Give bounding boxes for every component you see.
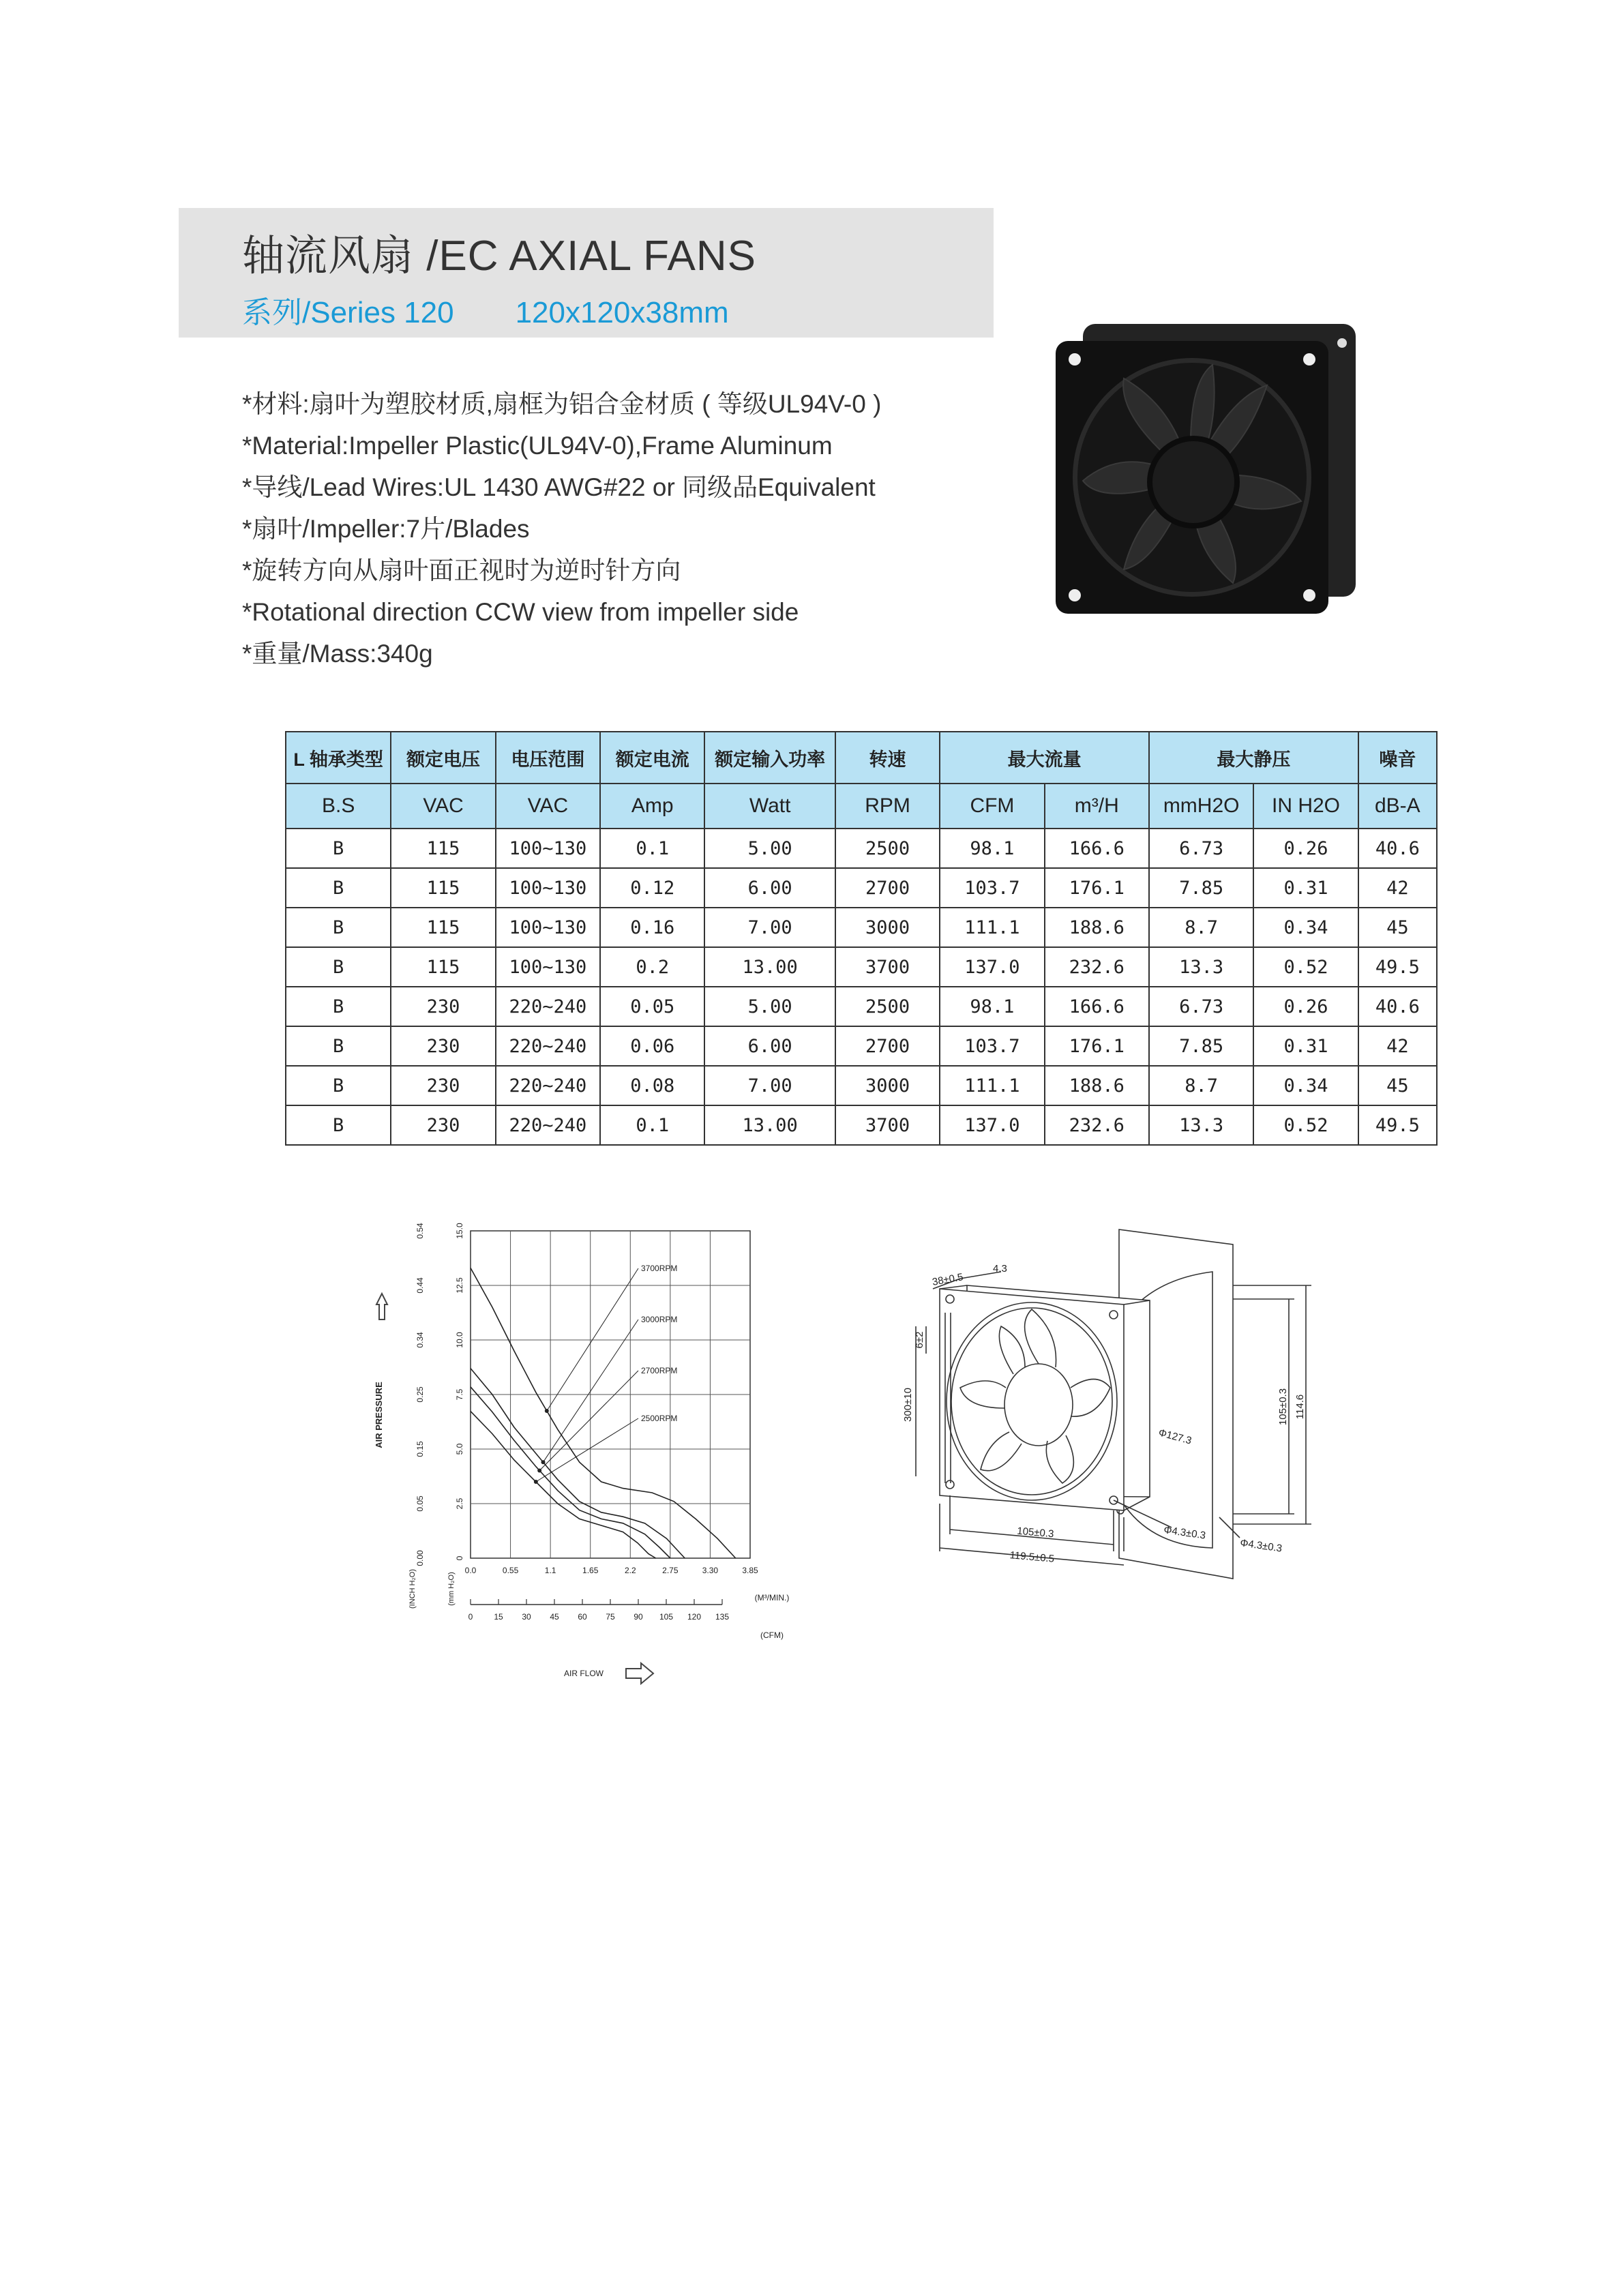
table-cell: 0.31 — [1253, 1026, 1358, 1066]
y-tick-label-inch: 0.00 — [415, 1550, 425, 1566]
x-tick-label-cfm: 30 — [522, 1612, 531, 1622]
x-tick-label-cfm: 0 — [468, 1612, 473, 1622]
x-tick-label-m3: 0.55 — [502, 1566, 519, 1575]
spec-material-cn: *材料:扇叶为塑胶材质,扇框为铝合金材质 ( 等级UL94V-0 ) — [242, 390, 882, 418]
series-label: 3700RPM — [641, 1264, 678, 1273]
unit-cell: Watt — [704, 784, 835, 829]
table-cell: 188.6 — [1045, 1066, 1149, 1105]
header-voltage-range: 电压范围 — [496, 732, 600, 784]
header-speed: 转速 — [835, 732, 940, 784]
table-row — [286, 868, 1437, 908]
table-body — [286, 829, 1437, 1145]
header-max-pressure: 最大静压 — [1149, 732, 1358, 784]
lead-length-label: 300±10 — [902, 1388, 914, 1422]
panel-hole-dia-label: Φ4.3±0.3 — [1239, 1537, 1283, 1555]
table-cell: 7.00 — [704, 1066, 835, 1105]
table-cell: 137.0 — [940, 947, 1044, 987]
table-cell: B — [286, 1026, 391, 1066]
table-cell: 0.05 — [600, 987, 704, 1026]
table-cell: 220~240 — [496, 987, 600, 1026]
table-row — [286, 987, 1437, 1026]
table-cell: 0.26 — [1253, 829, 1358, 868]
table-cell: 8.7 — [1149, 908, 1253, 947]
table-cell: 166.6 — [1045, 987, 1149, 1026]
table-cell: B — [286, 829, 391, 868]
spec-mass: *重量/Mass:340g — [242, 640, 433, 668]
table-cell: 0.2 — [600, 947, 704, 987]
header-noise: 噪音 — [1358, 732, 1437, 784]
series-leader-dot — [541, 1460, 545, 1464]
y-tick-label-mm: 7.5 — [455, 1388, 464, 1401]
table-cell: 115 — [391, 947, 495, 987]
pq-curve-chart — [368, 1210, 805, 1688]
table-row — [286, 947, 1437, 987]
x-tick-label-cfm: 15 — [494, 1612, 503, 1622]
x-tick-label-cfm: 120 — [687, 1612, 702, 1622]
y-tick-label-inch: 0.34 — [415, 1332, 425, 1348]
x-tick-label-m3: 2.2 — [624, 1566, 636, 1575]
table-cell: 0.31 — [1253, 868, 1358, 908]
header-max-airflow: 最大流量 — [940, 732, 1149, 784]
y-tick-label-mm: 5.0 — [455, 1443, 464, 1455]
table-cell: 13.3 — [1149, 947, 1253, 987]
table-cell: 115 — [391, 868, 495, 908]
x-unit-cfm: (CFM) — [760, 1630, 784, 1640]
series-leader-dot — [545, 1409, 549, 1413]
panel-spacing-label: 105±0.3 — [1277, 1388, 1289, 1426]
spec-rotation-en: *Rotational direction CCW view from impeller side — [242, 598, 799, 626]
table-cell: 100~130 — [496, 947, 600, 987]
table-cell: 232.6 — [1045, 1105, 1149, 1145]
header-rated-power: 额定输入功率 — [704, 732, 835, 784]
series-leader-dot — [537, 1468, 541, 1472]
unit-cell: mmH2O — [1149, 784, 1253, 829]
table-row — [286, 1105, 1437, 1145]
table-cell: 220~240 — [496, 1066, 600, 1105]
y-tick-label-inch: 0.15 — [415, 1441, 425, 1457]
spec-list — [242, 383, 881, 674]
table-cell: 0.16 — [600, 908, 704, 947]
series-label: 系列/Series 120 — [242, 296, 454, 329]
table-cell: 6.73 — [1149, 987, 1253, 1026]
table-cell: 6.73 — [1149, 829, 1253, 868]
y-tick-label-inch: 0.44 — [415, 1277, 425, 1294]
y-tick-label-mm: 12.5 — [455, 1277, 464, 1294]
table-cell: 230 — [391, 1066, 495, 1105]
series-leader-dot — [534, 1480, 538, 1484]
unit-cell: VAC — [496, 784, 600, 829]
spec-material-en: *Material:Impeller Plastic(UL94V-0),Frame Aluminum — [242, 432, 833, 460]
table-cell: 45 — [1358, 1066, 1437, 1105]
header-rated-current: 额定电流 — [600, 732, 704, 784]
x-tick-label-cfm: 45 — [550, 1612, 559, 1622]
header-bearing: L 轴承类型 — [286, 732, 391, 784]
chart-grid — [471, 1231, 750, 1558]
fan-product-photo — [1042, 303, 1372, 638]
spec-lead-wires: *导线/Lead Wires:UL 1430 AWG#22 or 同级品Equivalent — [242, 473, 876, 501]
arrow-right-icon — [626, 1663, 653, 1684]
series-subtitle — [242, 288, 729, 331]
series-label: 2500RPM — [641, 1414, 678, 1423]
table-cell: 5.00 — [704, 987, 835, 1026]
table-cell: 7.00 — [704, 908, 835, 947]
table-cell: 100~130 — [496, 868, 600, 908]
spec-table-wrap — [285, 731, 1438, 1146]
x-tick-label-m3: 1.1 — [544, 1566, 556, 1575]
table-cell: 13.00 — [704, 1105, 835, 1145]
y-tick-label-inch: 0.25 — [415, 1386, 425, 1403]
table-cell: 188.6 — [1045, 908, 1149, 947]
strip-label: 6±2 — [914, 1331, 925, 1349]
x-axis-title: AIR FLOW — [563, 1669, 604, 1678]
unit-cell: CFM — [940, 784, 1044, 829]
spec-table — [285, 731, 1438, 1146]
table-cell: 42 — [1358, 868, 1437, 908]
table-cell: 111.1 — [940, 908, 1044, 947]
x-tick-label-m3: 0.0 — [464, 1566, 477, 1575]
dimensions-label: 120x120x38mm — [515, 296, 729, 329]
table-cell: 7.85 — [1149, 868, 1253, 908]
table-row — [286, 1026, 1437, 1066]
x-tick-label-cfm: 105 — [659, 1612, 674, 1622]
table-cell: 176.1 — [1045, 868, 1149, 908]
y-tick-label-mm: 10.0 — [455, 1332, 464, 1348]
unit-cell: RPM — [835, 784, 940, 829]
header-rated-voltage: 额定电压 — [391, 732, 495, 784]
series-label: 2700RPM — [641, 1366, 678, 1375]
y-tick-label-inch: 0.54 — [415, 1223, 425, 1239]
table-cell: 2700 — [835, 868, 940, 908]
table-cell: 13.00 — [704, 947, 835, 987]
table-cell: 0.1 — [600, 1105, 704, 1145]
y-tick-label-mm: 2.5 — [455, 1497, 464, 1510]
x-tick-label-m3: 1.65 — [582, 1566, 599, 1575]
x-tick-label-cfm: 75 — [606, 1612, 615, 1622]
table-cell: 98.1 — [940, 987, 1044, 1026]
unit-cell: IN H2O — [1253, 784, 1358, 829]
x-tick-label-cfm: 60 — [578, 1612, 587, 1622]
table-cell: 40.6 — [1358, 987, 1437, 1026]
y-unit-inch: (INCH H₂O) — [408, 1568, 417, 1609]
table-cell: 0.06 — [600, 1026, 704, 1066]
table-cell: 7.85 — [1149, 1026, 1253, 1066]
frame-width-label: 119.5±0.5 — [1009, 1549, 1055, 1565]
y-axis-title: AIR PRESSURE — [374, 1382, 384, 1448]
unit-cell: dB-A — [1358, 784, 1437, 829]
spec-rotation-cn: *旋转方向从扇叶面正视时为逆时针方向 — [242, 556, 681, 584]
y-unit-mm: (mm H₂O) — [447, 1572, 456, 1606]
table-cell: 232.6 — [1045, 947, 1149, 987]
table-cell: 0.52 — [1253, 947, 1358, 987]
table-cell: 220~240 — [496, 1105, 600, 1145]
table-header-row — [286, 732, 1437, 784]
table-cell: 230 — [391, 1105, 495, 1145]
table-cell: 42 — [1358, 1026, 1437, 1066]
table-row — [286, 829, 1437, 868]
table-cell: 0.26 — [1253, 987, 1358, 1026]
table-cell: 0.34 — [1253, 908, 1358, 947]
page-title: 轴流风扇 /EC AXIAL FANS — [242, 233, 757, 280]
table-cell: 3000 — [835, 1066, 940, 1105]
hole-dia-label: Φ4.3±0.3 — [1163, 1524, 1207, 1542]
table-unit-row — [286, 784, 1437, 829]
arrow-up-icon — [376, 1294, 387, 1320]
table-cell: 166.6 — [1045, 829, 1149, 868]
spec-impeller: *扇叶/Impeller:7片/Blades — [242, 515, 530, 543]
table-cell: 0.1 — [600, 829, 704, 868]
table-cell: 230 — [391, 1026, 495, 1066]
table-cell: 100~130 — [496, 908, 600, 947]
table-cell: 2500 — [835, 829, 940, 868]
table-cell: 0.52 — [1253, 1105, 1358, 1145]
dimension-drawing — [892, 1224, 1397, 1647]
table-cell: 2500 — [835, 987, 940, 1026]
table-cell: 230 — [391, 987, 495, 1026]
table-cell: 6.00 — [704, 1026, 835, 1066]
table-cell: B — [286, 868, 391, 908]
panel-outer-label: 114.6 — [1294, 1394, 1306, 1420]
x-tick-label-m3: 2.75 — [662, 1566, 679, 1575]
table-cell: 0.12 — [600, 868, 704, 908]
table-cell: 40.6 — [1358, 829, 1437, 868]
table-cell: 103.7 — [940, 868, 1044, 908]
table-cell: 100~130 — [496, 829, 600, 868]
hole-spacing-label: 105±0.3 — [1016, 1525, 1055, 1540]
table-cell: 13.3 — [1149, 1105, 1253, 1145]
table-cell: 176.1 — [1045, 1026, 1149, 1066]
unit-cell: Amp — [600, 784, 704, 829]
table-row — [286, 908, 1437, 947]
table-cell: B — [286, 987, 391, 1026]
table-cell: 137.0 — [940, 1105, 1044, 1145]
y-tick-label-mm: 0 — [455, 1555, 464, 1561]
table-cell: 5.00 — [704, 829, 835, 868]
table-cell: 0.08 — [600, 1066, 704, 1105]
table-cell: B — [286, 947, 391, 987]
x-tick-label-cfm: 90 — [634, 1612, 643, 1622]
fan-frame-front — [940, 1289, 1124, 1510]
table-cell: B — [286, 908, 391, 947]
table-cell: 49.5 — [1358, 1105, 1437, 1145]
table-row — [286, 1066, 1437, 1105]
table-cell: 49.5 — [1358, 947, 1437, 987]
unit-cell: VAC — [391, 784, 495, 829]
x-tick-label-m3: 3.30 — [702, 1566, 719, 1575]
y-tick-label-mm: 15.0 — [455, 1223, 464, 1239]
table-cell: 98.1 — [940, 829, 1044, 868]
table-cell: 0.34 — [1253, 1066, 1358, 1105]
table-cell: 3700 — [835, 947, 940, 987]
unit-cell: B.S — [286, 784, 391, 829]
table-cell: 103.7 — [940, 1026, 1044, 1066]
cutout-label: Φ127.3 — [1157, 1427, 1193, 1447]
table-cell: 115 — [391, 829, 495, 868]
flange-label: 4.3 — [993, 1263, 1007, 1274]
table-cell: 3000 — [835, 908, 940, 947]
y-tick-label-inch: 0.05 — [415, 1495, 425, 1512]
table-cell: B — [286, 1105, 391, 1145]
table-cell: 3700 — [835, 1105, 940, 1145]
table-cell: 8.7 — [1149, 1066, 1253, 1105]
x-tick-label-m3: 3.85 — [742, 1566, 758, 1575]
depth-label: 38±0.5 — [931, 1271, 964, 1288]
table-cell: 6.00 — [704, 868, 835, 908]
series-label: 3000RPM — [641, 1315, 678, 1324]
table-cell: 115 — [391, 908, 495, 947]
table-cell: 111.1 — [940, 1066, 1044, 1105]
table-cell: B — [286, 1066, 391, 1105]
table-cell: 2700 — [835, 1026, 940, 1066]
table-cell: 220~240 — [496, 1026, 600, 1066]
unit-cell: m³/H — [1045, 784, 1149, 829]
x-tick-label-cfm: 135 — [715, 1612, 730, 1622]
x-unit-m3: (M³/MIN.) — [754, 1593, 790, 1602]
table-cell: 45 — [1358, 908, 1437, 947]
